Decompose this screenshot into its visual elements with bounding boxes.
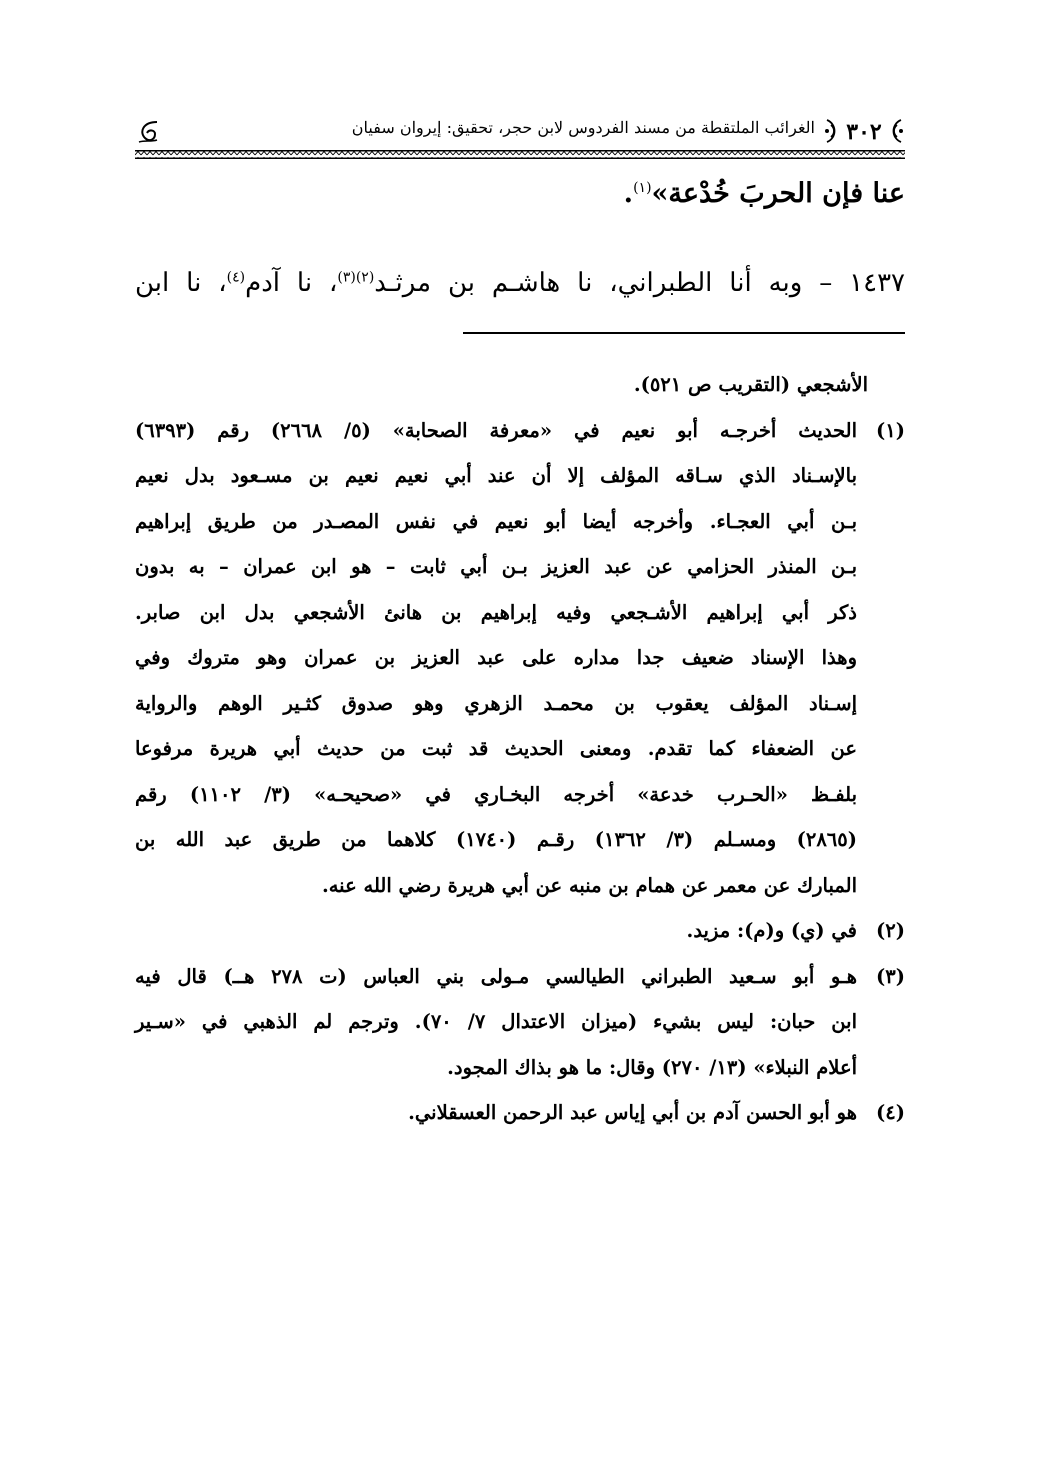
footnote-line: الحديث أخرجـه أبو نعيم في «معرفة الصحابة» (٥/ ٢٦٦٨) رقم (٦٣٩٣) xyxy=(135,418,857,442)
footnote-line: هـو أبو سـعيد الطبراني الطيالسي مـولى بني العباس (ت ٢٧٨ هــ) قال فيه xyxy=(135,964,857,988)
footnote-ref: (٢) xyxy=(355,269,375,286)
footnote-number: (٢) xyxy=(876,919,905,942)
page-number: ٣٠٢ xyxy=(846,119,882,145)
footnote-ref: (١) xyxy=(633,180,652,196)
footnote-continuation: الأشجعي (التقريب ص ٥٢١). xyxy=(633,373,868,396)
footnote-ref: (٣) xyxy=(337,269,356,286)
footnote-body xyxy=(135,908,857,954)
text-fragment: ، نا ابن xyxy=(135,268,227,298)
footnote-line: في (ي) و(م): مزيد. xyxy=(686,919,857,942)
footnote-line: بالإسـناد الذي سـاقه المؤلف إلا أن عند أبي نعيم نعيم بن مسـعود بدل نعيم xyxy=(135,464,857,487)
footnote-line: المبارك عن معمر عن همام بن منبه عن أبي هريرة رضي الله عنه. xyxy=(321,873,857,897)
text-fragment: . xyxy=(623,178,634,209)
footnote-line: عن الضعفاء كما تقدم. ومعنى الحديث قد ثبت من حديث أبي هريرة مرفوعا xyxy=(135,737,857,760)
footnote-line: وهذا الإسناد ضعيف جدا مداره على عبد العزيز بن عمران وهو متروك وفي xyxy=(135,646,857,669)
footnote-body xyxy=(135,408,857,909)
footnote-line: إسـناد المؤلف يعقوب بن محمـد الزهري وهو صدوق كثـير الوهم والرواية xyxy=(135,691,857,715)
footnote-line: بلفـظ «الحـرب خدعة» أخرجه البخـاري في «صحيحـه» (٣/ ١١٠٢) رقم xyxy=(135,782,858,806)
footnote-line: بـن أبي العجـاء. وأخرجه أيضا أبو نعيم في نفس المصـدر من طريق إبراهيم xyxy=(135,509,857,533)
footnote-number: (٤) xyxy=(876,1101,905,1124)
footnote-number: (٣) xyxy=(876,964,905,988)
footnote-line: أعلام النبلاء» (١٣/ ٢٧٠) وقال: ما هو بذاك المجود. xyxy=(447,1055,857,1079)
ornament-icon xyxy=(823,118,841,144)
running-title: الغرائب الملتقطة من مسند الفردوس لابن حجر، تحقيق: إيروان سفيان xyxy=(351,118,815,137)
footnote-ref: (٤) xyxy=(226,269,246,286)
text-fragment: عنا فإن الحربَ خُدْعة» xyxy=(651,178,905,209)
footnote-2 xyxy=(135,908,905,954)
footnote-1 xyxy=(135,408,905,909)
text-fragment: ، نا آدم xyxy=(245,268,338,298)
footnote-line: ابن حبان: ليس بشيء (ميزان الاعتدال ٧/ ٧٠). وترجم لم الذهبي في «سـير xyxy=(135,1010,857,1033)
footnote-separator xyxy=(463,332,905,334)
footnote-line: (٢٨٦٥) ومسـلم (٣/ ١٣٦٢) رقـم (١٧٤٠) كلاهما من طريق عبد الله بن xyxy=(135,828,857,851)
footnote-3 xyxy=(135,954,905,1091)
page-header xyxy=(135,112,905,160)
footnote-body xyxy=(135,1090,857,1136)
footnote-line: هو أبو الحسن آدم بن أبي إياس عبد الرحمن العسقلاني. xyxy=(408,1101,857,1124)
header-rule xyxy=(135,150,905,159)
footnote-line: ذكر أبي إبراهيم الأشـجعي وفيه إبراهيم بن هانئ الأشجعي بدل ابن صابر. xyxy=(135,600,857,624)
footnote-body xyxy=(135,954,857,1091)
hadith-1437-line xyxy=(135,268,905,298)
text-line-1 xyxy=(135,178,905,209)
ornament-icon xyxy=(135,118,161,146)
page-number-cartouche xyxy=(823,112,905,152)
footnote-4 xyxy=(135,1090,905,1136)
text-fragment: ١٤٣٧ – وبه أنا الطبراني، نا هاشـم بن مرثـد xyxy=(374,268,905,298)
footnote-line: بـن المنذر الحزامي عن عبد العزيز بـن أبي ثابت – هو ابن عمران – به بدون xyxy=(135,555,857,578)
ornament-icon xyxy=(887,118,905,144)
footnote-number: (١) xyxy=(876,418,905,442)
footnotes xyxy=(135,362,905,1136)
